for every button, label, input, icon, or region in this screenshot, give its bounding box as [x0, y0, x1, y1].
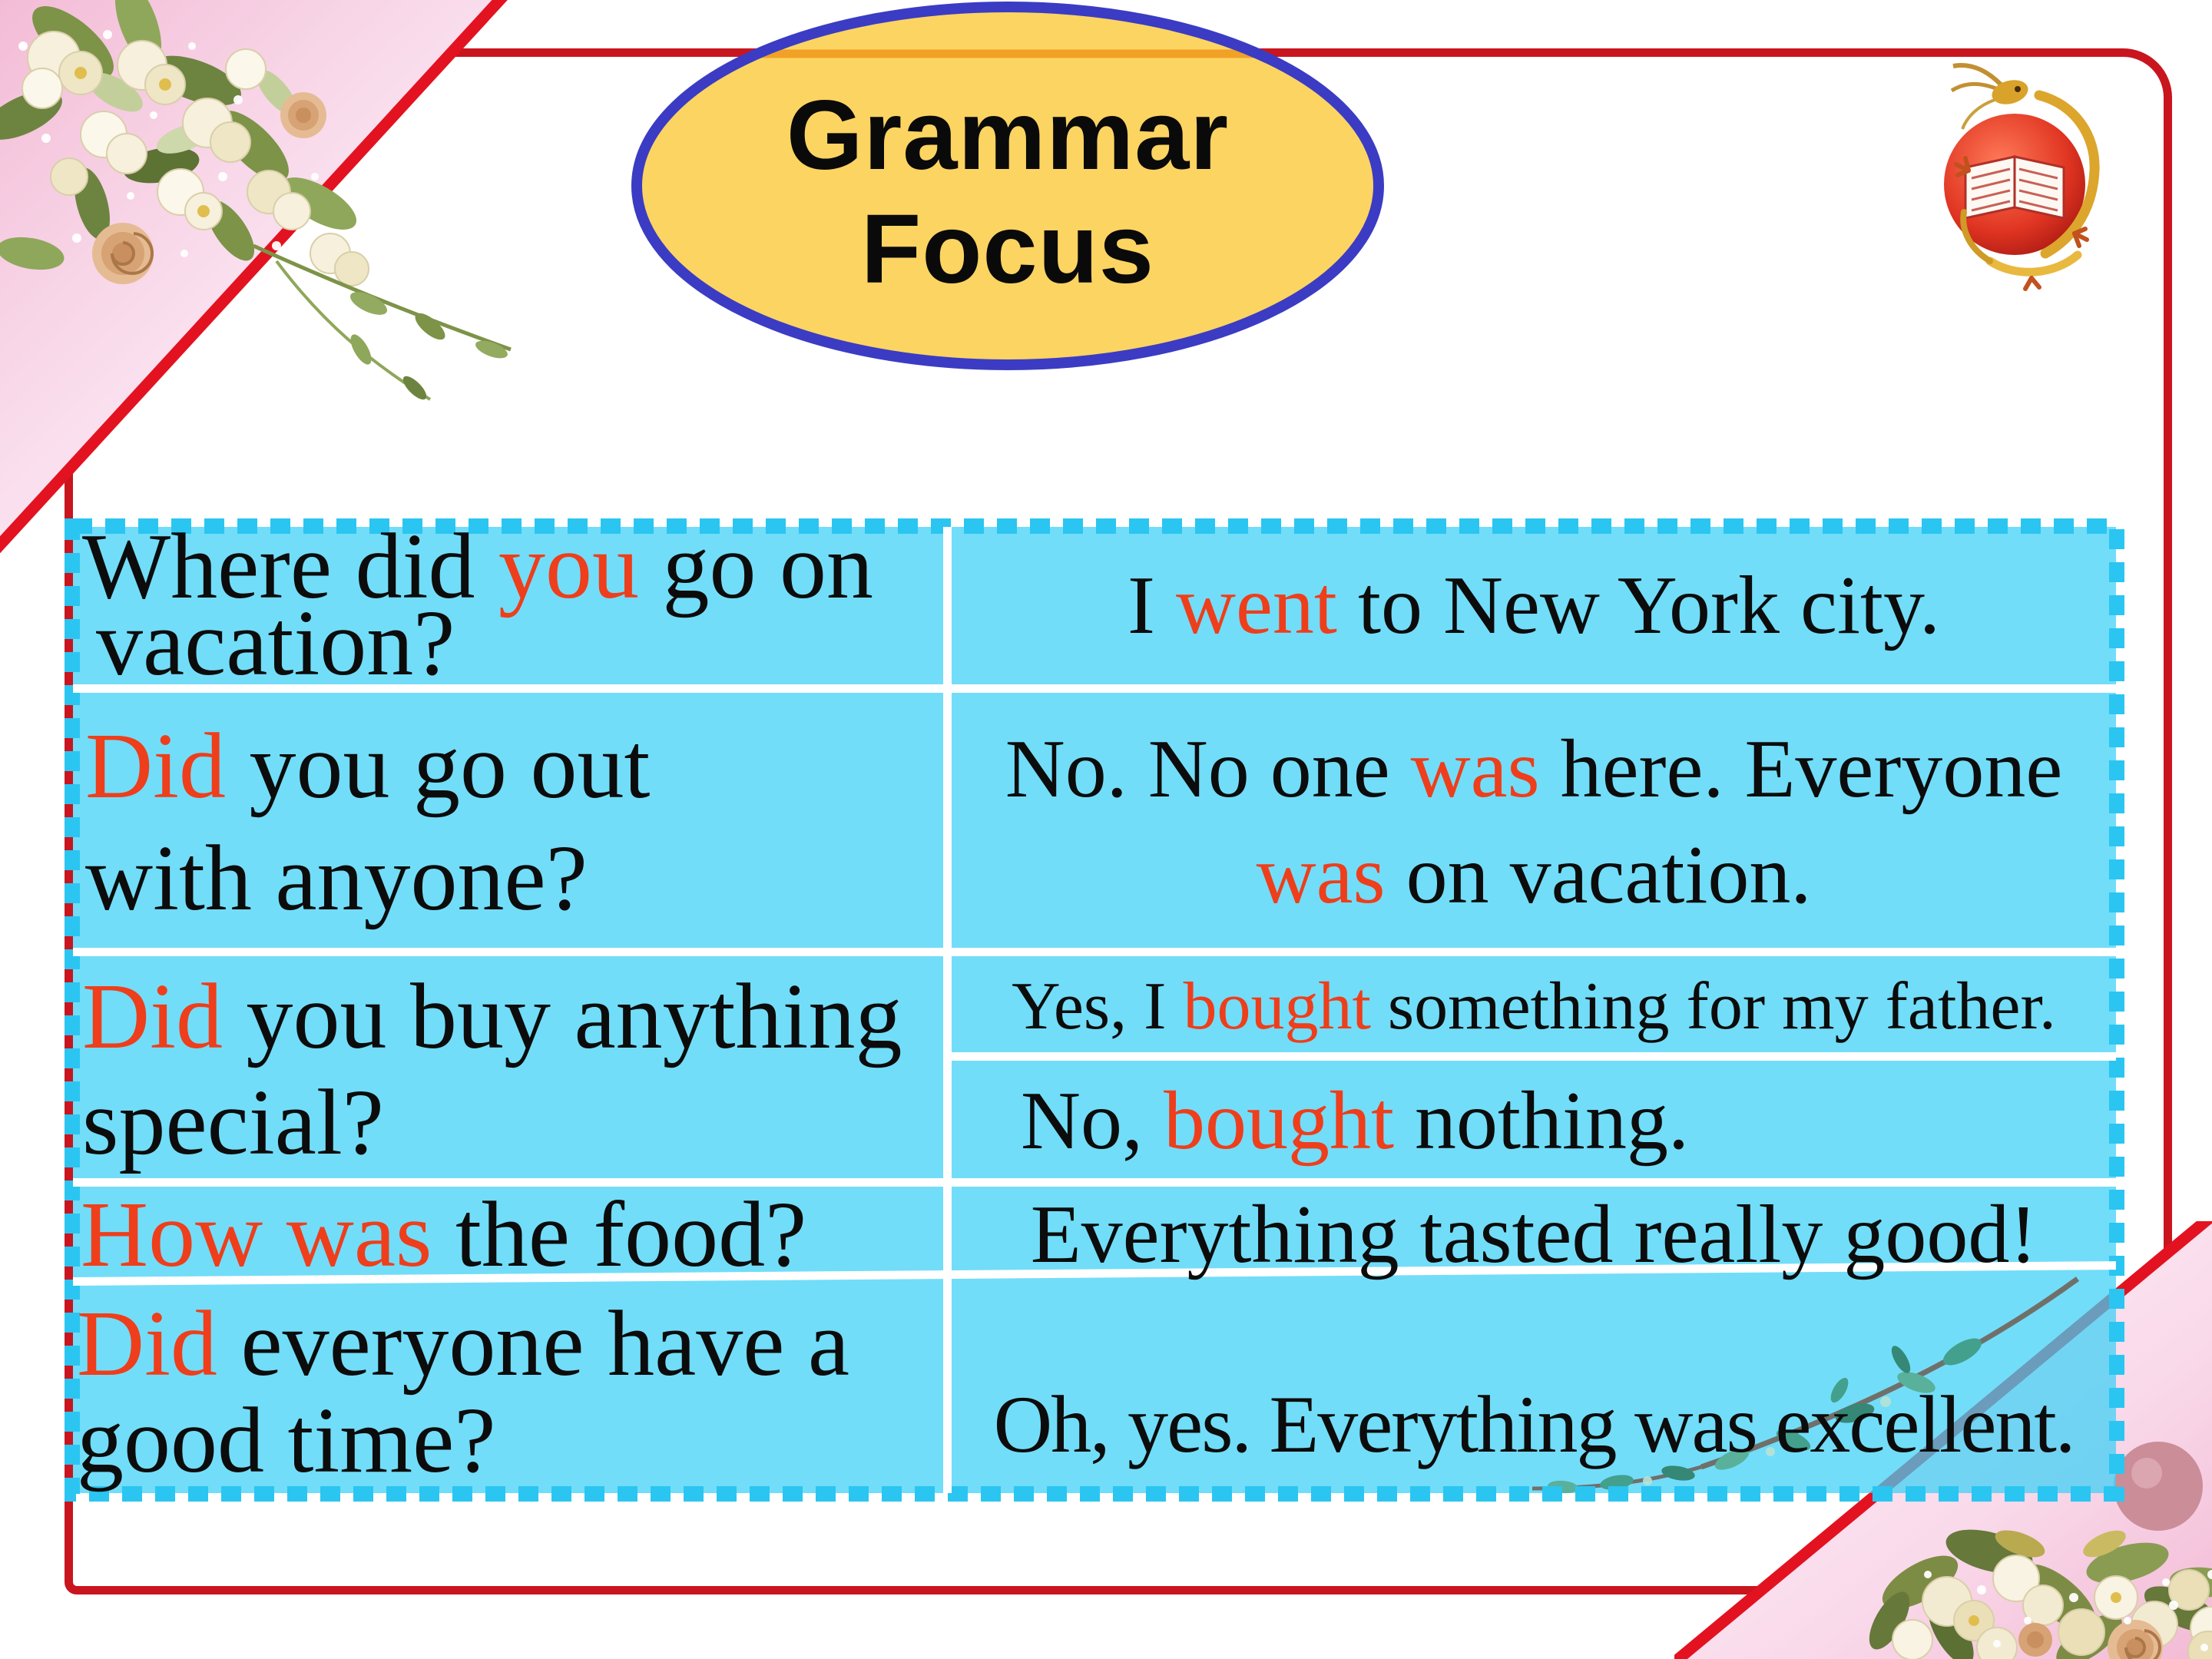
- slide-title: [631, 2, 1384, 370]
- answer-line: Yes, I bought something for my father.: [1012, 969, 2056, 1044]
- dragon-book-logo-icon: [1924, 55, 2108, 301]
- question-line: Did you go out: [85, 714, 651, 818]
- flower-bouquet-top-left-icon: [0, 0, 538, 553]
- answer-cell-1: [952, 527, 2116, 685]
- question-cell-4: [73, 1183, 943, 1286]
- dusty-rose-bloom: [2114, 1442, 2203, 1531]
- question-line: Did you buy anything: [82, 964, 902, 1068]
- slide-title-line-2: Focus: [861, 194, 1154, 304]
- question-cell-3: [73, 961, 943, 1178]
- table-row-divider: [73, 948, 2116, 956]
- answer-line: Everything tasted really good!: [1030, 1188, 2038, 1280]
- question-line: good time?: [77, 1388, 496, 1492]
- question-cell-5: [73, 1291, 943, 1493]
- answer-line: Oh, yes. Everything was excellent.: [993, 1379, 2075, 1469]
- answer-line: No, bought nothing.: [1021, 1075, 1690, 1167]
- question-line: with anyone?: [85, 826, 588, 930]
- answer-cell-5: [952, 1291, 2116, 1493]
- question-line: How was the food?: [81, 1183, 807, 1286]
- grammar-focus-table: [73, 515, 2116, 1493]
- question-line: vacation?: [96, 591, 455, 695]
- answer-line: No. No one was here. Everyone: [1005, 724, 2063, 815]
- slide-title-line-1: Grammar: [786, 81, 1230, 190]
- trailing-vine: [253, 246, 511, 403]
- question-line: special?: [82, 1070, 384, 1174]
- answer-cell-3-yes: [952, 961, 2116, 1051]
- table-column-divider: [943, 527, 952, 1493]
- question-line: Where did you go on: [82, 515, 873, 618]
- answer-line: was on vacation.: [1256, 830, 1812, 921]
- table-row-divider-right: [952, 1052, 2116, 1061]
- answer-cell-2: [952, 697, 2116, 948]
- answer-cell-4: [952, 1188, 2116, 1280]
- answer-cell-3-no: [952, 1065, 2116, 1178]
- question-line: Did everyone have a: [77, 1291, 850, 1396]
- question-cell-2: [73, 697, 943, 948]
- answer-line: I went to New York city.: [1128, 560, 1940, 651]
- question-cell-1: [73, 515, 943, 695]
